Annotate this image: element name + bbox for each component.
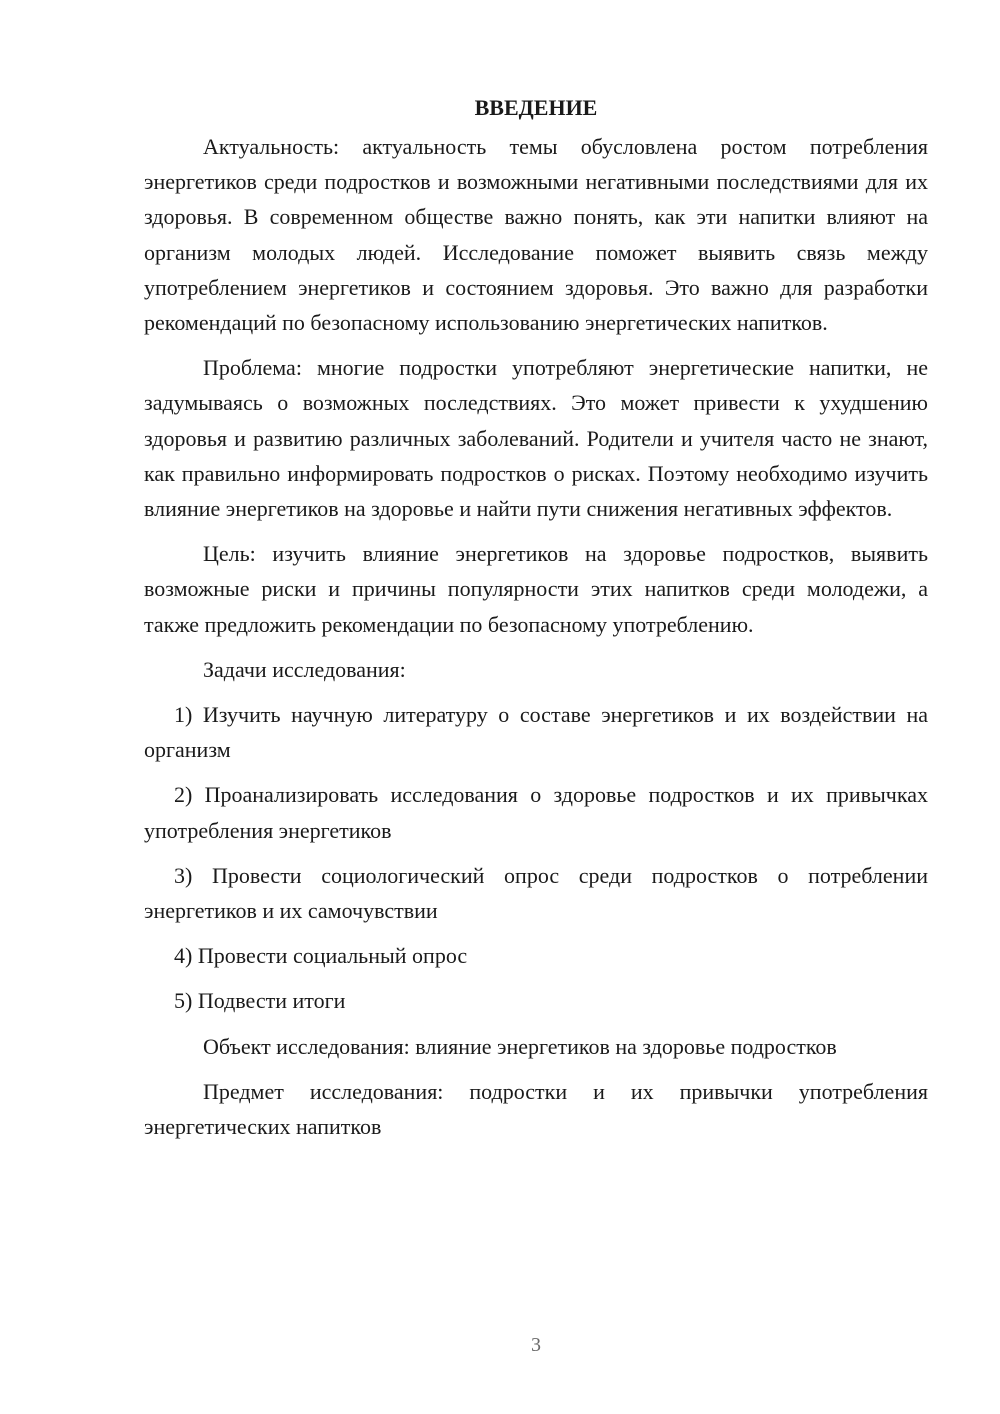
tasks-heading: Задачи исследования: xyxy=(203,656,406,682)
problem-paragraph: Проблема: многие подростки употребляют энергетические напитки, не задумываясь о возможных последствиях. Это может привести к ухудшению здоровья и развитию различных заболеваний. Родители и учителя часто не знают, как правильно информировать подростков о рисках. Поэтому необходимо изучить влияние энергетиков на здоровье и найти пути снижения негативных эффектов. xyxy=(144,355,928,522)
relevance-paragraph: Актуальность: актуальность темы обусловлена ростом потребления энергетиков среди подростков и возможными негативными последствиями для их здоровья. В современном обществе важно понять, как эти напитки влияют на организм молодых людей. Исследование поможет выявить связь между употреблением энергетиков и состоянием здоровья. Это важно для разработки рекомендаций по безопасному использованию энергетических напитков. xyxy=(144,134,928,336)
document-page xyxy=(144,90,928,1154)
page-number: 3 xyxy=(531,1334,541,1356)
task-item-2: 2) Проанализировать исследования о здоровье подростков и их привычках употребления энергетиков xyxy=(144,782,928,843)
task-item-4: 4) Провести социальный опрос xyxy=(174,943,468,969)
section-title: ВВЕДЕНИЕ xyxy=(474,95,598,120)
task-item-5: 5) Подвести итоги xyxy=(174,988,346,1014)
object-paragraph: Объект исследования: влияние энергетиков на здоровье подростков xyxy=(203,1033,837,1059)
task-item-1: 1) Изучить научную литературу о составе энергетиков и их воздействии на организм xyxy=(144,702,928,763)
goal-paragraph: Цель: изучить влияние энергетиков на здоровье подростков, выявить возможные риски и причины популярности этих напитков среди молодежи, а также предложить рекомендации по безопасному употреблению. xyxy=(144,541,928,637)
task-item-3: 3) Провести социологический опрос среди подростков о потреблении энергетиков и их самочувствии xyxy=(144,862,928,924)
subject-paragraph: Предмет исследования: подростки и их привычки употребления энергетических напитков xyxy=(144,1078,928,1140)
